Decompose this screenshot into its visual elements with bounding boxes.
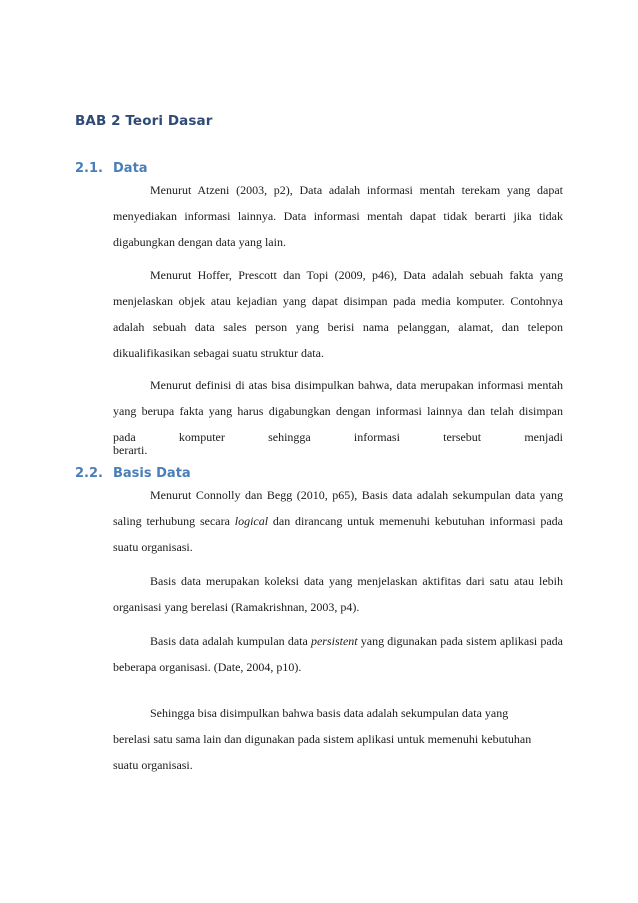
section-number: 2.2. xyxy=(75,466,103,481)
paragraph: Menurut definisi di atas bisa disimpulkan bahwa, data merupakan informasi mentah yang berupa fakta yang harus digabungkan dengan informasi lainnya dan telah disimpan pada komputer sehingga informasi tersebut menjadi xyxy=(113,378,563,444)
paragraph xyxy=(113,482,563,560)
paragraph: Menurut Atzeni (2003, p2), Data adalah informasi mentah terekam yang dapat menyediakan informasi lainnya. Data informasi mentah dapat tidak berarti jika tidak digabungkan dengan data yang lain. xyxy=(113,183,563,249)
paragraph: Menurut Hoffer, Prescott dan Topi (2009, p46), Data adalah sebuah fakta yang menjelaskan objek atau kejadian yang dapat disimpan pada media komputer. Contohnya adalah sebuah data sales person yang berisi nama pelanggan, alamat, dan telepon dikualifikasikan sebagai suatu struktur data. xyxy=(113,268,563,360)
paragraph-text: yang digunakan pada sistem aplikasi pada beberapa organisasi. (Date, 2004, p10). xyxy=(113,634,563,674)
section-title: Data xyxy=(113,161,148,176)
paragraph-text: dan dirancang untuk memenuhi kebutuhan informasi pada suatu organisasi. xyxy=(113,514,563,554)
paragraph-line: berelasi satu sama lain dan digunakan pada sistem aplikasi untuk memenuhi kebutuhan xyxy=(113,732,532,746)
paragraph xyxy=(113,628,563,680)
italic-term: persistent xyxy=(310,634,358,648)
chapter-title: BAB 2 Teori Dasar xyxy=(75,113,213,129)
paragraph xyxy=(113,700,563,778)
paragraph: berarti. xyxy=(113,443,148,457)
italic-term: logical xyxy=(234,514,269,528)
section-title: Basis Data xyxy=(113,466,191,481)
section-number: 2.1. xyxy=(75,161,103,176)
paragraph-text: Basis data adalah kumpulan data xyxy=(150,634,311,648)
paragraph-line: Sehingga bisa disimpulkan bahwa basis data adalah sekumpulan data yang xyxy=(150,706,509,720)
paragraph-text: Menurut Connolly dan Begg (2010, p65), Basis data adalah sekumpulan data yang saling terhubung secara xyxy=(113,488,563,528)
paragraph: Basis data merupakan koleksi data yang menjelaskan aktifitas dari satu atau lebih organisasi yang berelasi (Ramakrishnan, 2003, p4). xyxy=(113,574,563,614)
paragraph-line: suatu organisasi. xyxy=(113,758,193,772)
